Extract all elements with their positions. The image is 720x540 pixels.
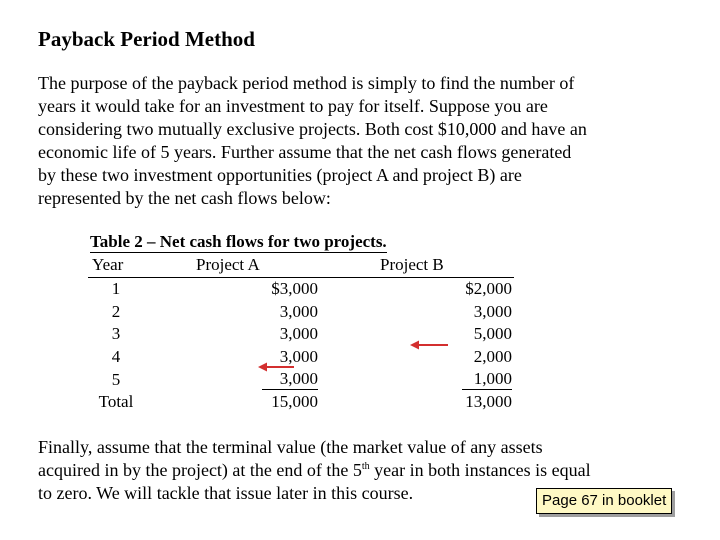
cell-project-a: $3,000 <box>271 279 318 299</box>
cell-project-b-value: 1,000 <box>462 369 512 390</box>
cell-project-a: 3,000 <box>279 347 318 367</box>
page-reference-note: Page 67 in booklet <box>536 488 672 514</box>
cell-project-a: 3,000 <box>279 324 318 344</box>
cell-total-label: Total <box>98 392 134 412</box>
closing-text: acquired in by the project) at the end of the 5 <box>38 460 362 480</box>
header-year: Year <box>88 254 144 277</box>
header-project-b: Project B <box>340 254 514 277</box>
cell-project-b: 2,000 <box>473 347 512 367</box>
intro-line: The purpose of the payback period method is simply to find the number of <box>38 73 575 93</box>
cell-project-a <box>144 368 340 391</box>
table-caption: Table 2 – Net cash flows for two projects. <box>90 232 387 251</box>
intro-line: economic life of 5 years. Further assume that the net cash flows generated <box>38 142 572 162</box>
closing-line: Finally, assume that the terminal value (the market value of any assets <box>38 437 543 457</box>
cell-total-a: 15,000 <box>271 392 318 412</box>
table-row <box>88 346 514 369</box>
cell-total-b: 13,000 <box>465 392 512 412</box>
intro-line: represented by the net cash flows below: <box>38 188 331 208</box>
arrow-left-icon <box>410 338 450 352</box>
intro-line: considering two mutually exclusive projects. Both cost $10,000 and have an <box>38 119 587 139</box>
cell-project-a: 3,000 <box>279 301 318 321</box>
table-row <box>88 300 514 323</box>
cash-flow-table <box>88 254 514 414</box>
table-header-row <box>88 254 514 277</box>
cell-year: 4 <box>111 347 121 367</box>
table-row <box>88 368 514 391</box>
intro-line: by these two investment opportunities (project A and project B) are <box>38 165 522 185</box>
cell-year: 3 <box>111 324 121 344</box>
intro-paragraph <box>38 72 678 210</box>
cell-year: 2 <box>111 301 121 321</box>
arrow-left-icon <box>258 360 298 374</box>
table-row <box>88 277 514 300</box>
cell-year: 1 <box>111 279 121 299</box>
closing-line <box>38 459 678 482</box>
intro-line: years it would take for an investment to pay for itself. Suppose you are <box>38 96 548 116</box>
header-project-a: Project A <box>144 254 340 277</box>
page-title: Payback Period Method <box>38 27 255 51</box>
closing-text: year in both instances is equal <box>369 460 591 480</box>
cell-project-b: $2,000 <box>465 279 512 299</box>
closing-line: to zero. We will tackle that issue later in this course. <box>38 483 414 503</box>
ordinal-suffix: th <box>361 461 370 472</box>
table-total-row <box>88 391 514 414</box>
cell-project-b: 5,000 <box>473 324 512 344</box>
cell-project-b <box>340 368 514 391</box>
cell-year: 5 <box>111 369 121 389</box>
cell-project-a-value: 3,000 <box>262 369 318 390</box>
cell-project-b: 3,000 <box>473 301 512 321</box>
table-row <box>88 323 514 346</box>
